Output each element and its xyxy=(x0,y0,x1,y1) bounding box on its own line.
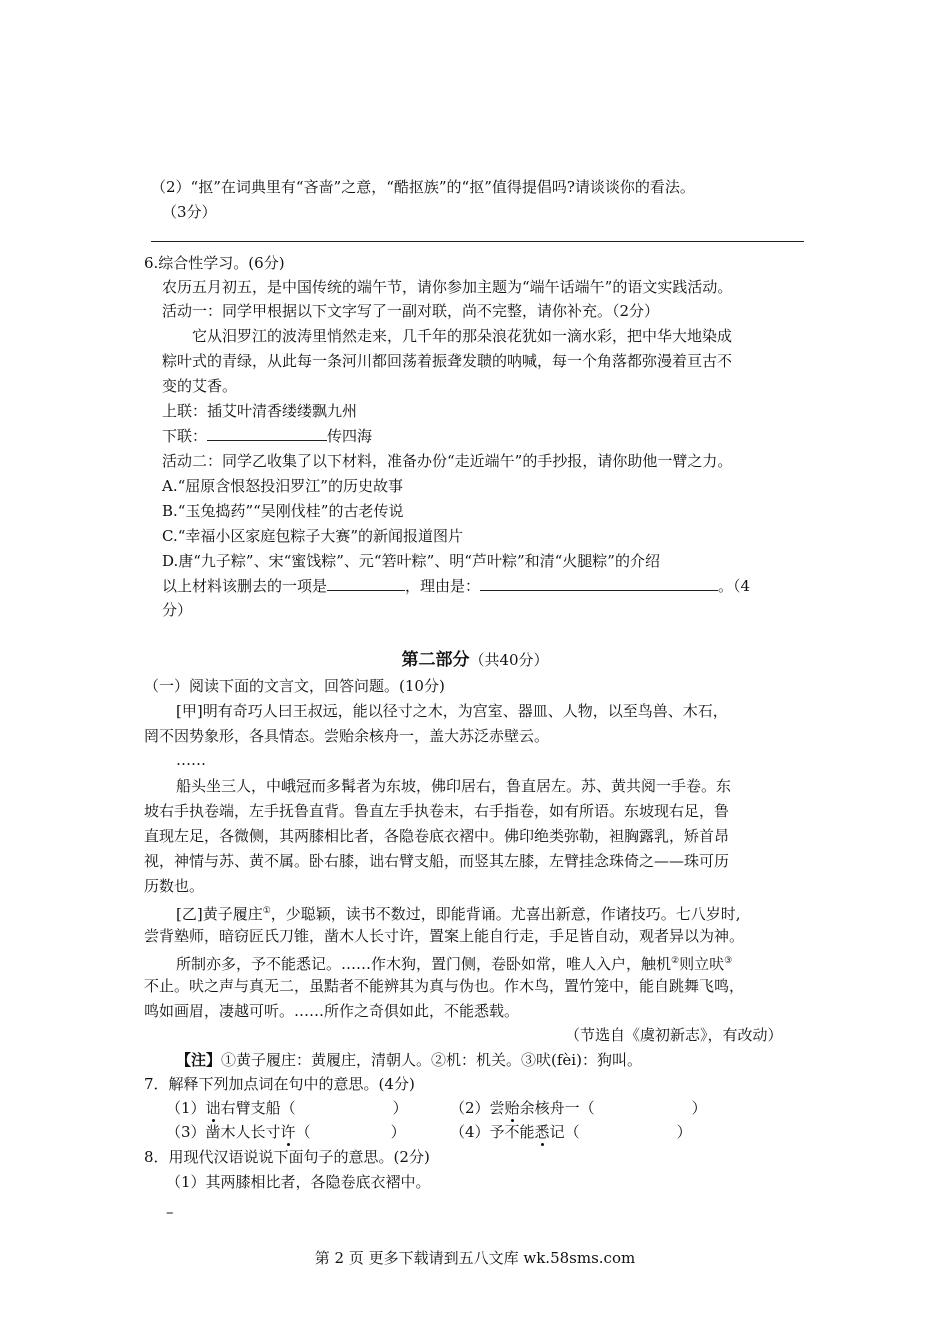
yi-text: 所制亦多，予不能悉记。……作木狗，置门侧，卷卧如常，唯人入户，触机 xyxy=(176,955,672,973)
boat-line: 视，神情与苏、黄不属。卧右膝，诎右臂支船，而竖其左膝，左臂挂念珠倚之——珠可历 xyxy=(144,852,730,870)
yi-text: 则立吠 xyxy=(679,955,725,973)
q6-activity1: 活动一：同学甲根据以下文字写了一副对联，尚不完整，请你补充。（2分） xyxy=(162,302,660,320)
q7-heading: 7．解释下列加点词在句中的意思。(4分) xyxy=(144,1075,415,1093)
q7-item-1 xyxy=(166,1098,408,1118)
q6-passage-line: 变的艾香。 xyxy=(162,377,238,395)
q8-heading: 8．用现代汉语说说下面句子的意思。(2分) xyxy=(144,1148,430,1166)
annotation xyxy=(176,1050,642,1070)
lower-couplet-blank[interactable] xyxy=(207,426,327,441)
q7-item-text: （2）尝 xyxy=(450,1099,505,1117)
answer-dash: – xyxy=(166,1203,174,1221)
ellipsis: …… xyxy=(176,751,206,769)
note-mark: ③ xyxy=(724,956,733,966)
boat-line: 历数也。 xyxy=(144,877,205,895)
q6-option-c: C.“幸福小区家庭包粽子大赛”的新闻报道图片 xyxy=(162,527,464,545)
dotted-word: 悉 xyxy=(534,1123,550,1141)
yi-line: 不止。吠之声与真无二，虽黠者不能辨其为真与伪也。作木鸟，置竹笼中，能自跳舞飞鸣， xyxy=(144,977,745,995)
q7-item-text: （ xyxy=(295,1123,311,1141)
part2-title-text: 第二部分 xyxy=(401,650,470,670)
jia-line: 罔不因势象形，各具情态。尝贻余核舟一，盖大苏泛赤壁云。 xyxy=(144,727,550,745)
section1-heading: （一）阅读下面的文言文，回答问题。(10分) xyxy=(144,677,445,695)
part2-score: （共40分） xyxy=(469,651,549,669)
answer-line xyxy=(151,241,804,242)
note-mark: ② xyxy=(671,956,680,966)
q6-option-a: A.“屈原含恨怒投汨罗江”的历史故事 xyxy=(162,477,403,495)
q7-item-text: ） xyxy=(691,1099,707,1117)
q5-2-score: （3分） xyxy=(162,203,217,221)
boat-line: 坡右手执卷端，左手抚鲁直背。鲁直左手执卷末，右手指卷，如有所语。东坡现右足，鲁 xyxy=(144,802,730,820)
q7-item-3 xyxy=(166,1122,406,1142)
dotted-word: 许 xyxy=(280,1123,296,1141)
yi-line xyxy=(176,901,741,924)
yi-text: ，少聪颖，读书不数过，即能背诵。尤喜出新意，作诸技巧。七八岁时, xyxy=(270,905,741,923)
reason-blank[interactable] xyxy=(480,576,718,591)
q7-item-text: ） xyxy=(676,1123,692,1141)
q6-passage-line: 它从汨罗江的波涛里悄然走来，几千年的那朵浪花犹如一滴水彩，把中华大地染成 xyxy=(192,327,733,345)
note-mark: ① xyxy=(262,906,271,916)
answer-score: 。（4 xyxy=(718,577,751,595)
part2-title xyxy=(0,650,950,670)
boat-line: 直现左足，各微侧，其两膝相比者，各隐卷底衣褶中。佛印绝类弥勒，袒胸露乳，矫首昂 xyxy=(144,827,730,845)
q6-heading: 6.综合性学习。(6分) xyxy=(144,254,285,272)
boat-line: 船头坐三人，中峨冠而多髯者为东坡，佛印居右，鲁直居左。苏、黄共阅一手卷。东 xyxy=(176,777,732,795)
q7-item-text: ） xyxy=(392,1099,408,1117)
q6-option-d: D.唐“九子粽”、宋“蜜饯粽”、元“箬叶粽”、明“芦叶粽”和清“火腿粽”的介绍 xyxy=(162,552,660,570)
q6-intro: 农历五月初五，是中国传统的端午节，请你参加主题为“端午话端午”的语文实践活动。 xyxy=(162,278,733,296)
page-footer: 第 2 页 更多下载请到五八文库 wk.58sms.com xyxy=(314,1249,636,1267)
yi-line: 尝背塾师，暗窃匠氏刀锥，凿木人长寸许，置案上能自行走，手足皆自动，观者异以为神。 xyxy=(144,927,745,945)
q7-item-text: （1） xyxy=(166,1099,206,1117)
q6-lower-couplet xyxy=(162,426,372,446)
lower-couplet-prefix: 下联： xyxy=(162,427,208,445)
q6-activity2: 活动二：同学乙收集了以下材料，准备办份“走近端午”的手抄报，请你助他一臂之力。 xyxy=(162,452,733,470)
q7-item-text: （4）予不能 xyxy=(450,1123,535,1141)
source-note: （节选自《虞初新志》，有改动） xyxy=(565,1026,783,1044)
annotation-label: 【注】 xyxy=(176,1051,222,1069)
choice-blank[interactable] xyxy=(327,576,405,591)
answer-prompt: 以上材料该删去的一项是 xyxy=(162,577,328,595)
q7-item-text: 右臂支船（ xyxy=(220,1099,296,1117)
q7-item-text: （3）凿木人长寸 xyxy=(166,1123,281,1141)
q7-item-2 xyxy=(450,1098,707,1118)
lower-couplet-suffix: 传四海 xyxy=(327,427,373,445)
q8-sentence-1: （1）其两膝相比者，各隐卷底衣褶中。 xyxy=(166,1173,431,1191)
q6-upper-couplet: 上联：插艾叶清香缕缕飘九州 xyxy=(162,402,358,420)
q7-item-text: 记（ xyxy=(549,1123,580,1141)
q7-item-text: 余核舟一（ xyxy=(519,1099,595,1117)
yi-text: [乙]黄子履庄 xyxy=(176,905,263,923)
dotted-word: 诎 xyxy=(205,1099,221,1117)
dotted-word: 贻 xyxy=(504,1099,520,1117)
q6-answer-line xyxy=(162,576,750,596)
q6-option-b: B.“玉兔捣药”“吴刚伐桂”的古老传说 xyxy=(162,502,404,520)
q7-item-4 xyxy=(450,1122,692,1142)
q7-item-text: ） xyxy=(390,1123,406,1141)
jia-line: [甲]明有奇巧人曰王叔远，能以径寸之木，为宫室、器皿、人物，以至鸟兽、木石， xyxy=(176,702,728,720)
annotation-text: ①黄子履庄：黄履庄，清朝人。②机：机关。③吠(fèi)：狗叫。 xyxy=(221,1051,642,1069)
q6-score-end: 分） xyxy=(162,601,193,619)
q6-passage-line: 粽叶式的青绿，从此每一条河川都回荡着振聋发聩的呐喊，每一个角落都弥漫着亘古不 xyxy=(162,352,733,370)
reason-prompt: ，理由是： xyxy=(405,577,481,595)
yi-line xyxy=(176,951,732,974)
q5-2-line1: （2）“抠”在词典里有“吝啬”之意，“酷抠族”的“抠”值得提倡吗?请谈谈你的看法。 xyxy=(151,178,695,196)
yi-line: 鸣如画眉，凄越可听。……所作之奇俱如此，不能悉载。 xyxy=(144,1002,520,1020)
